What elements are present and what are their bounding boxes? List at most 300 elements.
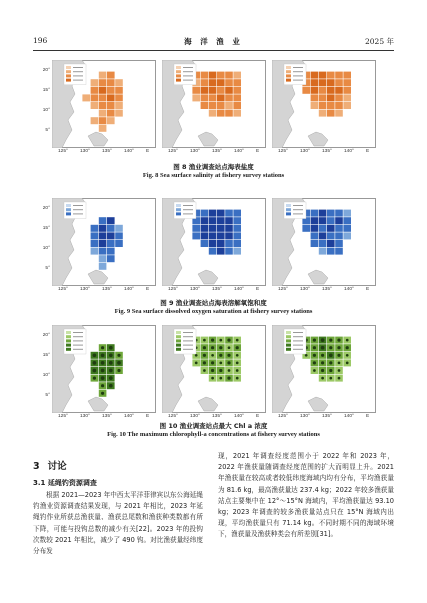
legend-text-line <box>293 75 303 76</box>
station-dot <box>211 339 214 342</box>
station-cell <box>217 110 225 117</box>
station-cell <box>233 87 241 94</box>
station-cell <box>217 79 225 86</box>
legend-text-line <box>293 80 303 81</box>
station-cell <box>233 79 241 86</box>
map-panel <box>162 60 266 148</box>
legend-text-line <box>183 332 193 333</box>
station-dot <box>337 346 340 349</box>
station-cell <box>201 72 209 79</box>
station-cell <box>327 217 335 224</box>
latitude-tick-label: 10° <box>42 108 50 113</box>
map-panel <box>272 198 376 286</box>
station-dot <box>101 346 104 349</box>
station-cell <box>233 217 241 224</box>
legend-swatch <box>286 74 291 77</box>
figure-10-caption-en: Fig. 10 The maximum chlorophyll-a concentrations at fishery survey stations <box>107 431 320 438</box>
station-dot <box>219 339 222 342</box>
legend-swatch <box>66 208 71 211</box>
legend-text-line <box>183 336 193 337</box>
legend-text-line <box>73 80 83 81</box>
station-dot <box>195 354 198 357</box>
station-dot <box>219 362 222 365</box>
legend-text-line <box>183 209 193 210</box>
station-cell <box>335 79 343 86</box>
station-cell <box>209 72 217 79</box>
longitude-tick-label: E <box>366 149 370 154</box>
station-cell <box>225 240 233 247</box>
station-cell <box>201 232 209 239</box>
station-cell <box>327 225 335 232</box>
station-cell <box>115 87 123 94</box>
legend-text-line <box>73 340 83 341</box>
station-cell <box>311 217 319 224</box>
latitude-tick-label: 5° <box>45 266 50 271</box>
station-cell <box>311 225 319 232</box>
station-dot <box>195 362 198 365</box>
station-cell <box>327 210 335 217</box>
longitude-tick-label: 130° <box>300 414 310 419</box>
station-cell <box>91 94 99 101</box>
station-cell <box>99 79 107 86</box>
station-cell <box>201 79 209 86</box>
station-cell <box>319 240 327 247</box>
station-dot <box>227 354 230 357</box>
station-cell <box>107 240 115 247</box>
station-cell <box>335 72 343 79</box>
legend-swatch <box>66 70 71 73</box>
station-cell <box>327 110 335 117</box>
station-dot <box>236 377 239 380</box>
station-cell <box>335 225 343 232</box>
legend-text-line <box>73 205 83 206</box>
station-cell <box>225 72 233 79</box>
station-cell <box>209 240 217 247</box>
station-dot <box>346 346 349 349</box>
station-dot <box>211 369 214 372</box>
station-cell <box>107 110 115 117</box>
legend-swatch <box>176 335 181 338</box>
station-cell <box>115 232 123 239</box>
figure-10-caption-zh: 图 10 渔业调查站点最大 Chl a 浓度 <box>159 422 268 430</box>
station-cell <box>311 210 319 217</box>
station-cell <box>217 240 225 247</box>
station-cell <box>99 94 107 101</box>
latitude-tick-label: 20° <box>42 333 50 338</box>
station-dot <box>109 353 113 357</box>
station-cell <box>335 210 343 217</box>
station-cell <box>91 117 99 124</box>
station-cell <box>82 94 90 101</box>
station-cell <box>107 87 115 94</box>
legend-swatch <box>66 79 71 82</box>
station-cell <box>233 102 241 109</box>
station-dot <box>219 377 222 380</box>
longitude-tick-label: 135° <box>212 414 222 419</box>
station-dot <box>346 339 349 342</box>
station-dot <box>338 369 341 372</box>
legend-swatch <box>286 79 291 82</box>
longitude-tick-label: 135° <box>102 149 112 154</box>
station-dot <box>236 369 239 372</box>
station-dot <box>236 339 239 342</box>
legend-text-line <box>73 349 83 350</box>
legend-text-line <box>73 75 83 76</box>
longitude-tick-label: 140° <box>344 414 354 419</box>
station-cell <box>327 240 335 247</box>
station-dot <box>313 354 316 357</box>
station-cell <box>209 87 217 94</box>
station-cell <box>225 87 233 94</box>
station-cell <box>311 87 319 94</box>
station-dot <box>101 361 105 365</box>
station-cell <box>225 79 233 86</box>
latitude-tick-label: 15° <box>42 353 50 358</box>
map-panel <box>162 198 266 286</box>
longitude-tick-label: 135° <box>102 414 112 419</box>
legend-swatch <box>286 344 291 347</box>
map-svg <box>52 60 156 148</box>
station-cell <box>115 110 123 117</box>
station-cell <box>201 210 209 217</box>
station-dot <box>211 354 214 357</box>
legend-text-line <box>293 205 303 206</box>
legend-swatch <box>286 335 291 338</box>
longitude-tick-label: 135° <box>212 149 222 154</box>
legend-swatch <box>176 344 181 347</box>
map-panel <box>272 325 376 413</box>
station-dot <box>117 361 121 365</box>
station-dot <box>219 369 222 372</box>
station-cell <box>192 87 200 94</box>
station-dot <box>117 354 120 357</box>
station-cell <box>107 79 115 86</box>
station-cell <box>99 102 107 109</box>
station-cell <box>225 94 233 101</box>
station-cell <box>225 248 233 255</box>
station-cell <box>99 217 107 224</box>
station-cell <box>209 225 217 232</box>
map-panel <box>52 60 156 148</box>
section-heading <box>33 458 67 472</box>
station-dot <box>227 361 230 364</box>
legend-swatch <box>176 331 181 334</box>
station-dot <box>321 361 324 364</box>
station-cell <box>209 248 217 255</box>
longitude-tick-label: 140° <box>344 149 354 154</box>
map-panel <box>52 325 156 413</box>
station-cell <box>225 102 233 109</box>
station-dot <box>313 361 316 364</box>
longitude-tick-label: E <box>366 414 370 419</box>
station-dot <box>93 369 97 373</box>
station-cell <box>217 210 225 217</box>
station-cell <box>327 102 335 109</box>
station-cell <box>107 117 115 124</box>
station-cell <box>335 248 343 255</box>
station-cell <box>107 225 115 232</box>
station-cell <box>99 125 107 132</box>
legend-text-line <box>73 209 83 210</box>
station-cell <box>201 225 209 232</box>
figure-9-maps <box>52 198 376 286</box>
station-cell <box>311 102 319 109</box>
station-dot <box>329 361 332 364</box>
legend-swatch <box>286 339 291 342</box>
station-cell <box>225 225 233 232</box>
station-dot <box>321 354 324 357</box>
map-svg <box>272 60 376 148</box>
station-cell <box>115 79 123 86</box>
station-cell <box>343 72 351 79</box>
legend-swatch <box>176 348 181 351</box>
longitude-tick-label: 125° <box>58 414 68 419</box>
station-cell <box>311 240 319 247</box>
station-dot <box>313 339 316 342</box>
legend-text-line <box>73 345 83 346</box>
station-cell <box>343 94 351 101</box>
legend-text-line <box>293 213 303 214</box>
station-cell <box>311 94 319 101</box>
station-cell <box>115 225 123 232</box>
longitude-tick-label: 130° <box>300 149 310 154</box>
station-dot <box>227 377 230 380</box>
body-text-right: 现，2021 年调查经度范围小于 2022 年和 2023 年，2022 年渔获量随调查经度范围的扩大而明显上升。2021 年渔获量在较高或者较低纬度海域内均有分布，平均渔获量为 81.6 kg，最高渔获量达 237.4 kg；2022 年较多渔获量站点主要集中在 12°～15°N 海域内，平均渔获量达 93.10 kg；2023 年调查的较多渔获量站点只在 15°N 海域内出现，平均渔获量只有 71.14 kg。不同时期不同的海域环境下，渔获量及渔获种类会有所差别[31]。 <box>218 452 394 539</box>
legend-swatch <box>176 204 181 207</box>
legend-swatch <box>286 331 291 334</box>
station-dot <box>203 339 206 342</box>
station-dot <box>236 362 239 365</box>
station-cell <box>343 210 351 217</box>
map-panel <box>52 198 156 286</box>
station-cell <box>233 248 241 255</box>
station-dot <box>346 354 349 357</box>
legend-swatch <box>66 204 71 207</box>
station-dot <box>236 354 239 357</box>
station-dot <box>321 369 324 372</box>
station-cell <box>99 248 107 255</box>
legend-text-line <box>293 340 303 341</box>
section-title: 讨论 <box>47 461 67 472</box>
longitude-tick-label: 125° <box>58 287 68 292</box>
station-cell <box>319 94 327 101</box>
map-svg <box>162 198 266 286</box>
station-dot <box>321 346 325 350</box>
station-cell <box>99 240 107 247</box>
station-dot <box>321 338 325 342</box>
station-cell <box>201 87 209 94</box>
longitude-tick-label: 135° <box>212 287 222 292</box>
map-svg <box>162 325 266 413</box>
station-cell <box>319 225 327 232</box>
station-cell <box>233 72 241 79</box>
station-dot <box>305 354 308 357</box>
station-cell <box>319 210 327 217</box>
station-dot <box>117 369 120 372</box>
map-svg <box>52 325 156 413</box>
legend-text-line <box>293 336 303 337</box>
station-dot <box>329 346 332 349</box>
station-dot <box>203 361 206 364</box>
station-cell <box>217 225 225 232</box>
longitude-tick-label: 140° <box>234 287 244 292</box>
station-cell <box>327 248 335 255</box>
station-cell <box>319 110 327 117</box>
station-cell <box>343 217 351 224</box>
station-cell <box>192 94 200 101</box>
latitude-tick-label: 5° <box>45 128 50 133</box>
station-cell <box>343 232 351 239</box>
station-cell <box>302 225 310 232</box>
station-cell <box>233 94 241 101</box>
station-cell <box>107 102 115 109</box>
map-panel <box>272 60 376 148</box>
station-cell <box>319 72 327 79</box>
longitude-tick-label: 140° <box>234 149 244 154</box>
legend-text-line <box>183 349 193 350</box>
legend-text-line <box>73 67 83 68</box>
station-cell <box>335 87 343 94</box>
station-cell <box>91 248 99 255</box>
station-cell <box>233 225 241 232</box>
legend-text-line <box>183 205 193 206</box>
station-cell <box>99 232 107 239</box>
station-cell <box>217 217 225 224</box>
longitude-tick-label: 135° <box>322 287 332 292</box>
station-dot <box>329 353 333 357</box>
station-cell <box>327 72 335 79</box>
legend-text-line <box>73 213 83 214</box>
station-cell <box>209 79 217 86</box>
station-dot <box>93 377 96 380</box>
longitude-tick-label: 135° <box>322 149 332 154</box>
figure-9-caption-en: Fig. 9 Sea surface dissolved oxygen saturation at fishery survey stations <box>114 308 313 315</box>
station-cell <box>311 232 319 239</box>
station-cell <box>115 94 123 101</box>
longitude-tick-label: 135° <box>102 287 112 292</box>
subsection-heading: 3.1 延绳钓资源调查 <box>33 479 97 487</box>
station-cell <box>115 102 123 109</box>
station-cell <box>217 94 225 101</box>
station-cell <box>209 210 217 217</box>
legend-swatch <box>286 70 291 73</box>
legend-text-line <box>293 349 303 350</box>
station-cell <box>335 94 343 101</box>
latitude-tick-label: 5° <box>45 393 50 398</box>
station-dot <box>203 354 206 357</box>
map-svg <box>162 60 266 148</box>
longitude-tick-label: E <box>146 414 150 419</box>
longitude-tick-label: E <box>146 287 150 292</box>
station-cell <box>209 102 217 109</box>
station-dot <box>313 369 316 372</box>
station-cell <box>327 79 335 86</box>
station-cell <box>217 72 225 79</box>
station-cell <box>343 225 351 232</box>
legend-swatch <box>66 348 71 351</box>
longitude-tick-label: 130° <box>80 287 90 292</box>
station-cell <box>302 87 310 94</box>
station-dot <box>93 353 97 357</box>
station-dot <box>236 346 239 349</box>
latitude-tick-label: 15° <box>42 226 50 231</box>
station-dot <box>109 346 113 350</box>
station-dot <box>109 384 113 388</box>
station-dot <box>219 354 222 357</box>
station-cell <box>335 102 343 109</box>
station-dot <box>228 369 231 372</box>
station-cell <box>91 225 99 232</box>
longitude-tick-label: 130° <box>190 287 200 292</box>
station-cell <box>201 217 209 224</box>
station-cell <box>99 87 107 94</box>
station-dot <box>346 362 349 365</box>
section-number: 3 <box>33 461 40 472</box>
station-cell <box>225 217 233 224</box>
map-svg <box>52 198 156 286</box>
station-cell <box>201 240 209 247</box>
legend-swatch <box>286 348 291 351</box>
figure-9-caption-zh: 图 9 渔业调查站点海表溶解氧饱和度 <box>160 299 267 307</box>
station-cell <box>311 72 319 79</box>
legend-text-line <box>293 332 303 333</box>
station-dot <box>321 377 324 380</box>
station-cell <box>99 117 107 124</box>
station-cell <box>335 110 343 117</box>
legend-text-line <box>183 71 193 72</box>
station-dot <box>211 377 214 380</box>
station-cell <box>99 225 107 232</box>
station-dot <box>101 384 104 387</box>
station-cell <box>201 102 209 109</box>
longitude-tick-label: 140° <box>344 287 354 292</box>
station-dot <box>329 377 332 380</box>
station-cell <box>91 87 99 94</box>
station-cell <box>209 232 217 239</box>
station-dot <box>93 361 97 365</box>
legend-text-line <box>183 345 193 346</box>
longitude-tick-label: E <box>256 414 260 419</box>
station-cell <box>209 217 217 224</box>
legend-swatch <box>176 212 181 215</box>
station-cell <box>217 102 225 109</box>
station-cell <box>107 72 115 79</box>
map-panel <box>162 325 266 413</box>
station-dot <box>211 361 214 364</box>
station-cell <box>217 87 225 94</box>
station-dot <box>329 339 332 342</box>
longitude-tick-label: 125° <box>168 149 178 154</box>
longitude-tick-label: 130° <box>190 414 200 419</box>
year-label: 2025 年 <box>365 37 394 46</box>
longitude-tick-label: E <box>256 149 260 154</box>
latitude-tick-label: 10° <box>42 373 50 378</box>
station-cell <box>319 102 327 109</box>
station-cell <box>107 94 115 101</box>
legend-swatch <box>176 74 181 77</box>
station-cell <box>343 79 351 86</box>
longitude-tick-label: 135° <box>322 414 332 419</box>
legend-swatch <box>66 331 71 334</box>
legend-swatch <box>66 339 71 342</box>
station-cell <box>343 102 351 109</box>
station-cell <box>91 232 99 239</box>
station-cell <box>192 232 200 239</box>
station-cell <box>327 87 335 94</box>
latitude-tick-label: 10° <box>42 246 50 251</box>
legend-swatch <box>176 66 181 69</box>
figure-8-caption-en: Fig. 8 Sea surface salinity at fishery survey stations <box>142 172 285 179</box>
